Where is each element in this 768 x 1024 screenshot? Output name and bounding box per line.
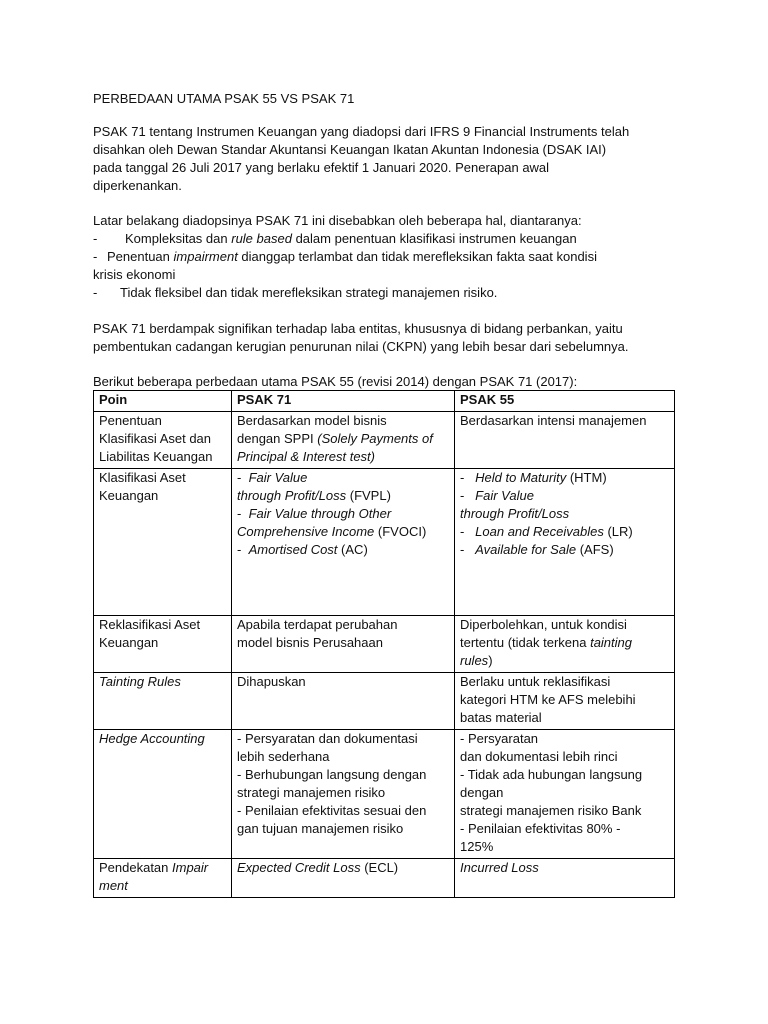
- table-header-row: [94, 391, 675, 412]
- impact-line: pembentukan cadangan kerugian penurunan nilai (CKPN) yang lebih besar dari sebelumnya.: [93, 339, 629, 354]
- cell-psak71: Dihapuskan: [232, 673, 455, 730]
- impact-line: PSAK 71 berdampak signifikan terhadap laba entitas, khususnya di bidang perbankan, yaitu: [93, 321, 623, 336]
- table-row: [94, 673, 675, 730]
- header-poin: Poin: [94, 391, 232, 412]
- intro-line: pada tanggal 26 Juli 2017 yang berlaku efektif 1 Januari 2020. Penerapan awal: [93, 160, 550, 175]
- cell-psak55: Berdasarkan intensi manajemen: [455, 412, 675, 469]
- cell-poin: Hedge Accounting: [94, 730, 232, 859]
- table-row: [94, 469, 675, 616]
- cell-psak71: Apabila terdapat perubahan model bisnis Perusahaan: [232, 616, 455, 673]
- header-psak71: PSAK 71: [232, 391, 455, 412]
- header-psak55: PSAK 55: [455, 391, 675, 412]
- cell-psak71: - Fair Value through Profit/Loss (FVPL) - Fair Value through Other Comprehensive Income (FVOCI) - Amortised Cost (AC): [232, 469, 455, 616]
- list-dash: -: [93, 249, 98, 264]
- intro-line: PSAK 71 tentang Instrumen Keuangan yang diadopsi dari IFRS 9 Financial Instruments telah: [93, 124, 630, 139]
- table-row: [94, 730, 675, 859]
- cell-psak55: Berlaku untuk reklasifikasi kategori HTM ke AFS melebihi batas material: [455, 673, 675, 730]
- comparison-table: [93, 390, 675, 898]
- impact-paragraph: [93, 320, 693, 356]
- background-section: [93, 212, 693, 302]
- cell-poin: Pendekatan Impair ment: [94, 859, 232, 898]
- table-row: [94, 412, 675, 469]
- cell-psak55: Diperbolehkan, untuk kondisi tertentu (tidak terkena tainting rules): [455, 616, 675, 673]
- cell-psak71: - Persyaratan dan dokumentasi lebih sederhana - Berhubungan langsung dengan strategi manajemen risiko - Penilaian efektivitas sesuai den gan tujuan manajemen risiko: [232, 730, 455, 859]
- cell-poin: Tainting Rules: [94, 673, 232, 730]
- list-item: - Tidak fleksibel dan tidak merefleksikan strategi manajemen risiko.: [93, 285, 498, 300]
- cell-poin: Klasifikasi Aset Keuangan: [94, 469, 232, 616]
- list-item: - Kompleksitas dan rule based dalam penentuan klasifikasi instrumen keuangan: [93, 231, 577, 246]
- cell-psak55: Incurred Loss: [455, 859, 675, 898]
- intro-line: diperkenankan.: [93, 178, 182, 193]
- table-row: [94, 616, 675, 673]
- intro-paragraph: [93, 123, 693, 195]
- list-item: - Penentuan impairment dianggap terlambat dan tidak merefleksikan fakta saat kondisi krisis ekonomi: [93, 249, 597, 282]
- cell-psak71: Expected Credit Loss (ECL): [232, 859, 455, 898]
- list-dash: -: [93, 285, 98, 300]
- document-title: PERBEDAAN UTAMA PSAK 55 VS PSAK 71: [93, 91, 355, 106]
- list-dash: -: [93, 231, 98, 246]
- cell-poin: Penentuan Klasifikasi Aset dan Liabilitas Keuangan: [94, 412, 232, 469]
- background-lead: Latar belakang diadopsinya PSAK 71 ini disebabkan oleh beberapa hal, diantaranya:: [93, 213, 582, 228]
- table-caption: Berikut beberapa perbedaan utama PSAK 55 (revisi 2014) dengan PSAK 71 (2017):: [93, 374, 578, 389]
- cell-psak55: - Held to Maturity (HTM) - Fair Value through Profit/Loss - Loan and Receivables (LR) - Available for Sale (AFS): [455, 469, 675, 616]
- cell-psak55: - Persyaratan dan dokumentasi lebih rinci - Tidak ada hubungan langsung dengan strategi manajemen risiko Bank - Penilaian efektivitas 80% - 125%: [455, 730, 675, 859]
- table-row: [94, 859, 675, 898]
- cell-poin: Reklasifikasi Aset Keuangan: [94, 616, 232, 673]
- cell-psak71: Berdasarkan model bisnis dengan SPPI (Solely Payments of Principal & Interest test): [232, 412, 455, 469]
- intro-line: disahkan oleh Dewan Standar Akuntansi Keuangan Ikatan Akuntan Indonesia (DSAK IAI): [93, 142, 607, 157]
